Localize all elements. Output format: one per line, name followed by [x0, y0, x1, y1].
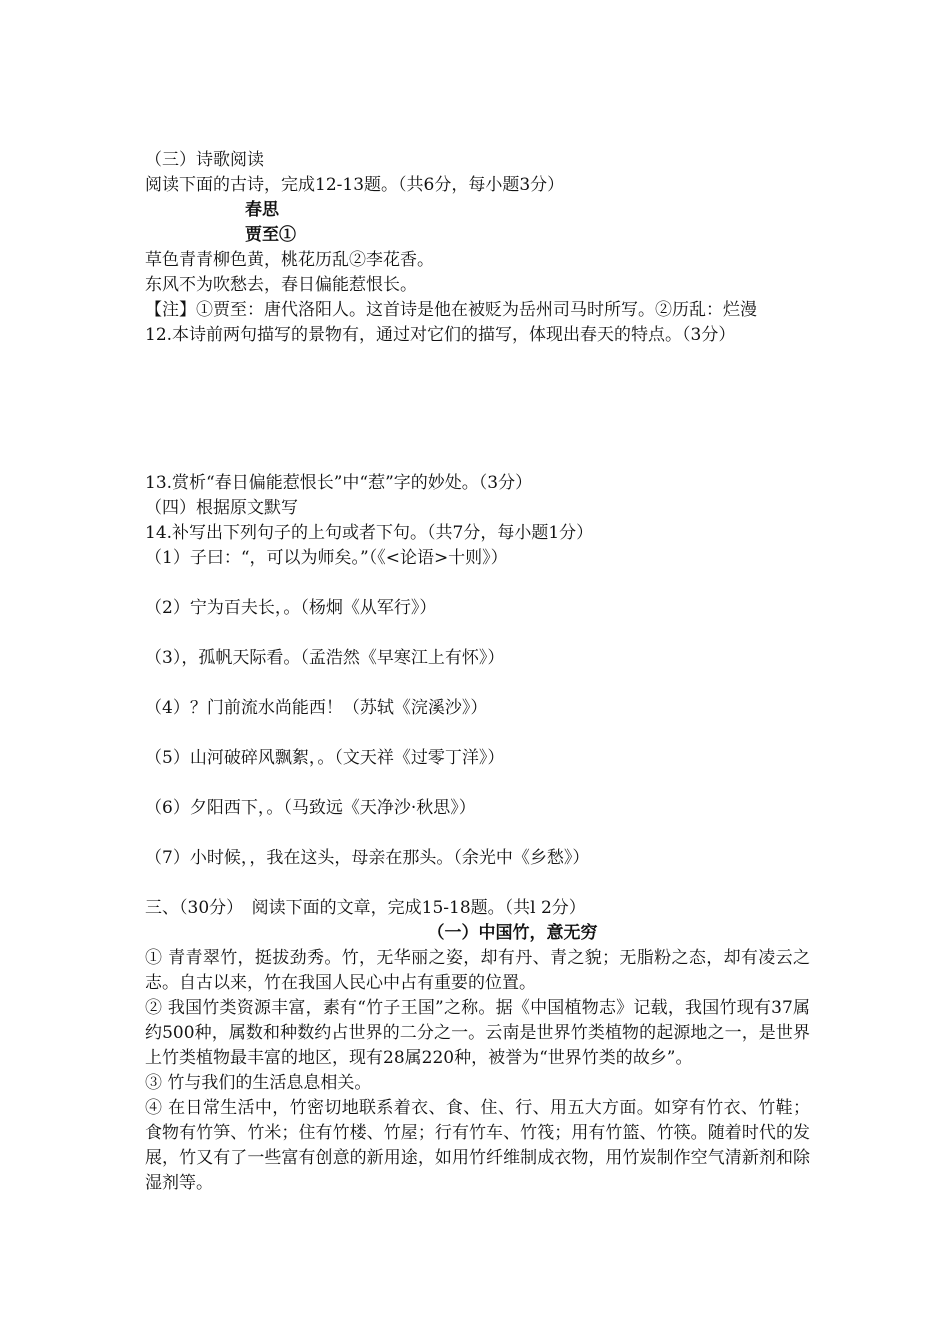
- poem-title: 春思: [245, 200, 279, 220]
- article-paragraph-2: ② 我国竹类资源丰富，素有“竹子王国”之称。据《中国植物志》记载，我国竹现有37属约500种，属数和种数约占世界的二分之一。云南是世界竹类植物的起源地之一，是世界上竹类植物最丰富的地区，现有28属220种，被誉为“世界竹类的故乡”。: [145, 998, 810, 1068]
- poem-line-2: 东风不为吹愁去，春日偏能惹恨长。: [145, 275, 417, 295]
- recitation-heading: （四）根据原文默写: [145, 498, 298, 518]
- poem-line-1: 草色青青柳色黄，桃花历乱②李花香。: [145, 250, 434, 270]
- document-page: [145, 148, 810, 1196]
- question-14: 14.补写出下列句子的上句或者下句。（共7分，每小题1分）: [145, 523, 594, 543]
- recitation-item-6: （6）夕阳西下，。（马致远《天净沙·秋思》）: [145, 798, 476, 818]
- reading-heading: 三、（30分） 阅读下面的文章，完成15-18题。（共l 2分）: [145, 898, 586, 918]
- article-paragraph-4: ④ 在日常生活中，竹密切地联系着衣、食、住、行、用五大方面。如穿有竹衣、竹鞋；食物有竹笋、竹米；住有竹楼、竹屋；行有竹车、竹筏；用有竹篮、竹筷。随着时代的发展，竹又有了一些富有创意的新用途，如用竹纤维制成衣物，用竹炭制作空气清新剂和除湿剂等。: [145, 1098, 810, 1193]
- recitation-item-3: （3），孤帆天际看。（孟浩然《早寒江上有怀》）: [145, 648, 505, 668]
- poetry-heading: （三）诗歌阅读: [145, 150, 264, 170]
- poetry-instruction: 阅读下面的古诗，完成12-13题。（共6分，每小题3分）: [145, 175, 565, 195]
- poem-author: 贾至①: [245, 225, 296, 245]
- poem-note: 【注】①贾至：唐代洛阳人。这首诗是他在被贬为岳州司马时所写。②历乱：烂漫: [145, 300, 757, 320]
- recitation-item-2: （2）宁为百夫长，。（杨炯《从军行》）: [145, 598, 437, 618]
- article-paragraph-3: ③ 竹与我们的生活息息相关。: [145, 1073, 372, 1093]
- recitation-item-7: （7）小时候，，我在这头，母亲在那头。（余光中《乡愁》）: [145, 848, 590, 868]
- recitation-item-1: （1）子曰：“，可以为师矣。”（《<论语>十则》）: [145, 548, 508, 568]
- recitation-item-5: （5）山河破碎风飘絮，。（文天祥《过零丁洋》）: [145, 748, 505, 768]
- answer-space: [145, 348, 810, 471]
- question-12: 12.本诗前两句描写的景物有，通过对它们的描写，体现出春天的特点。（3分）: [145, 325, 736, 345]
- question-13: 13.赏析“春日偏能惹恨长”中“惹”字的妙处。（3分）: [145, 473, 533, 493]
- article-title: （一）中国竹，意无穷: [427, 923, 598, 943]
- article-paragraph-1: ① 青青翠竹，挺拔劲秀。竹，无华丽之姿，却有丹、青之貌；无脂粉之态，却有凌云之志。自古以来，竹在我国人民心中占有重要的位置。: [145, 948, 810, 993]
- recitation-item-4: （4）？门前流水尚能西！（苏轼《浣溪沙》）: [145, 698, 488, 718]
